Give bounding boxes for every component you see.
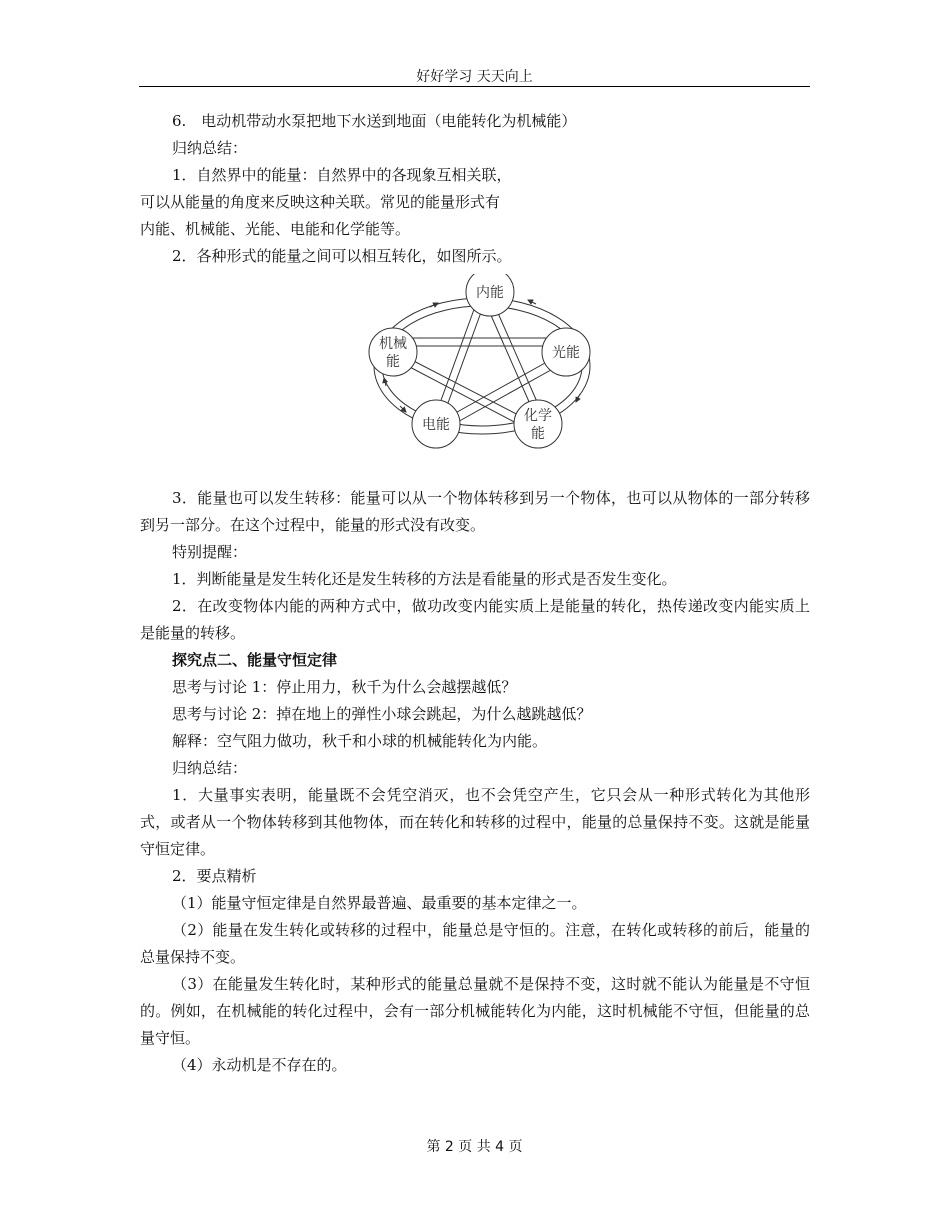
paragraph-natural-energy-line2: 可以从能量的角度来反映这种关联。常见的能量形式有 [140,193,501,211]
paragraph-natural-energy-line3: 内能、机械能、光能、电能和化学能等。 [140,220,411,238]
discussion-1: 思考与讨论 1：停止用力，秋千为什么会越摆越低？ [172,678,517,696]
key-point-1: （1）能量守恒定律是自然界最普遍、最重要的基本定律之一。 [172,894,587,912]
node-electric-energy [412,400,460,448]
paragraph-natural-energy-line1: 1．自然界中的能量：自然界中的各现象互相关联， [172,166,512,184]
header-divider [139,86,810,87]
document-body [140,108,810,1079]
reminder-item-2: 2．在改变物体内能的两种方式中，做功改变内能实质上是能量的转化，热传递改变内能实质上是能量的转移。 [140,597,810,642]
node-chemical-energy [514,400,562,448]
svg-text:电能: 电能 [422,417,450,433]
energy-diagram-svg [360,274,600,464]
svg-text:能: 能 [386,354,400,370]
explanation: 解释：空气阻力做功，秋千和小球的机械能转化为内能。 [172,732,548,750]
svg-text:光能: 光能 [552,345,580,361]
summary-heading-1: 归纳总结： [172,139,248,157]
paragraph-conversion: 2．各种形式的能量之间可以相互转化，如图所示。 [172,247,512,265]
node-mechanical-energy [369,328,417,376]
ring-arrow [576,394,580,402]
key-point-2: （2）能量在发生转化或转移的过程中，能量总是守恒的。注意，在转化或转移的前后，能量的总量保持不变。 [140,921,810,966]
svg-text:内能: 内能 [476,285,504,301]
key-point-3: （3）在能量发生转化时，某种形式的能量总量就不是保持不变，这时就不能认为能量是不守恒的。例如，在机械能的转化过程中，会有一部分机械能转化为内能，这时机械能不守恒，但能量的总量守恒。 [140,975,810,1047]
reminder-item-1: 1．判断能量是发生转化还是发生转移的方法是看能量的形式是否发生变化。 [172,570,677,588]
summary-heading-2: 归纳总结： [172,759,248,777]
discussion-2: 思考与讨论 2：掉在地上的弹性小球会跳起，为什么越跳越低？ [172,705,592,723]
page-footer: 第 2 页 共 4 页 [426,1139,523,1155]
ring-arrow [528,300,536,304]
node-light-energy [542,328,590,376]
node-internal-energy [466,274,514,316]
paragraph-transfer: 3．能量也可以发生转移：能量可以从一个物体转移到另一个物体，也可以从物体的一部分转移到另一部分。在这个过程中，能量的形式没有改变。 [140,489,810,534]
svg-text:机械: 机械 [379,336,407,352]
ring-arrow [430,303,438,307]
page-header: 好好学习 天天向上 [416,69,533,85]
paragraph-example-6: 6. 电动机带动水泵把地下水送到地面（电能转化为机械能） [172,112,577,130]
key-point-4: （4）永动机是不存在的。 [172,1056,347,1074]
key-points-heading: 2．要点精析 [172,867,257,885]
reminder-heading: 特别提醒： [172,543,248,561]
svg-text:化学: 化学 [524,408,552,424]
energy-conversion-diagram [140,270,810,485]
law-statement: 1．大量事实表明，能量既不会凭空消灭，也不会凭空产生，它只会从一种形式转化为其他形式，或者从一个物体转移到其他物体，而在转化和转移的过程中，能量的总量保持不变。这就是能量守恒定律。 [140,786,810,858]
svg-text:能: 能 [531,426,545,442]
section-heading-conservation: 探究点二、能量守恒定律 [172,651,338,669]
